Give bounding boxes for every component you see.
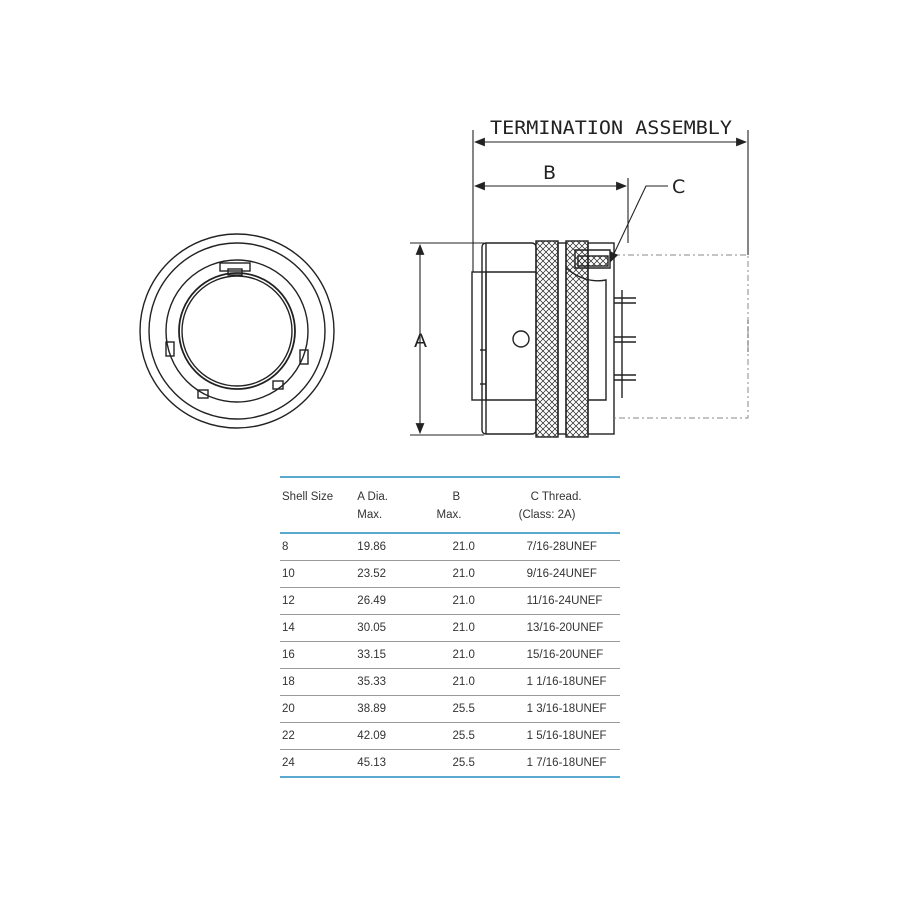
knurl-band-1: [536, 241, 558, 437]
cell-b-max: 21.0: [452, 676, 475, 688]
cell-b-max: 21.0: [452, 595, 475, 607]
cell-b-max: 21.0: [452, 622, 475, 634]
end-view: [140, 234, 334, 428]
insert-bore-circle: [182, 276, 292, 386]
cell-c-thread: 15/16-20UNEF: [526, 649, 604, 661]
table-row: [280, 642, 620, 669]
side-view: [472, 241, 748, 437]
cell-a-dia: 19.86: [357, 541, 387, 553]
contact-pins: [614, 290, 636, 398]
insert-inner-circle: [179, 273, 295, 389]
spec-table: [280, 476, 620, 778]
cell-b-max: 21.0: [452, 568, 475, 580]
rear-body: [472, 272, 486, 400]
cell-c-thread: 1 1/16-18UNEF: [526, 676, 607, 688]
cell-a-dia: 38.89: [357, 703, 387, 715]
header-shell-size: Shell Size: [282, 491, 334, 503]
cell-b-max: 25.5: [452, 757, 475, 769]
cell-a-dia: 33.15: [357, 649, 387, 661]
dim-a-label: A: [414, 330, 427, 352]
front-shell: [588, 243, 614, 434]
insert-outer-circle: [166, 260, 308, 402]
header-c-thread: C Thread. (Class: 2A): [518, 491, 582, 521]
cell-shell-size: 22: [282, 730, 295, 742]
cell-c-thread: 13/16-20UNEF: [526, 622, 604, 634]
header-b: B Max.: [436, 491, 462, 521]
cell-shell-size: 20: [282, 703, 295, 715]
cell-a-dia: 45.13: [357, 757, 387, 769]
termination-assembly-label: TERMINATION ASSEMBLY: [490, 117, 733, 139]
cell-shell-size: 18: [282, 676, 295, 688]
cell-c-thread: 9/16-24UNEF: [526, 568, 597, 580]
table-header-row: [280, 477, 620, 533]
cell-shell-size: 12: [282, 595, 295, 607]
cell-c-thread: 1 5/16-18UNEF: [526, 730, 607, 742]
dim-b-label: B: [543, 162, 557, 184]
key-tab-top: [220, 263, 250, 271]
table-row: [280, 696, 620, 723]
table-row: [280, 533, 620, 561]
table-row: [280, 561, 620, 588]
table-row: [280, 669, 620, 696]
cell-c-thread: 1 3/16-18UNEF: [526, 703, 607, 715]
cell-b-max: 25.5: [452, 730, 475, 742]
table-row: [280, 723, 620, 750]
table-row: [280, 750, 620, 778]
dim-c-label: C: [672, 176, 686, 198]
table-row: [280, 615, 620, 642]
cell-b-max: 21.0: [452, 649, 475, 661]
cell-shell-size: 8: [282, 541, 289, 553]
cell-c-thread: 7/16-28UNEF: [526, 541, 597, 553]
cell-a-dia: 26.49: [357, 595, 387, 607]
vent-hole: [513, 331, 529, 347]
cell-c-thread: 11/16-24UNEF: [526, 595, 603, 607]
c-leader: [610, 186, 668, 262]
cell-a-dia: 30.05: [357, 622, 387, 634]
cell-a-dia: 42.09: [357, 730, 387, 742]
table-row: [280, 588, 620, 615]
cell-shell-size: 24: [282, 757, 295, 769]
cell-shell-size: 14: [282, 622, 295, 634]
cell-c-thread: 1 7/16-18UNEF: [526, 757, 607, 769]
header-a-dia: A Dia. Max.: [357, 491, 388, 521]
cell-b-max: 21.0: [452, 541, 475, 553]
cell-a-dia: 35.33: [357, 676, 387, 688]
cell-b-max: 25.5: [452, 703, 475, 715]
cell-shell-size: 16: [282, 649, 295, 661]
cell-a-dia: 23.52: [357, 568, 387, 580]
key-tab-bottom-right: [273, 381, 283, 389]
cell-shell-size: 10: [282, 568, 295, 580]
